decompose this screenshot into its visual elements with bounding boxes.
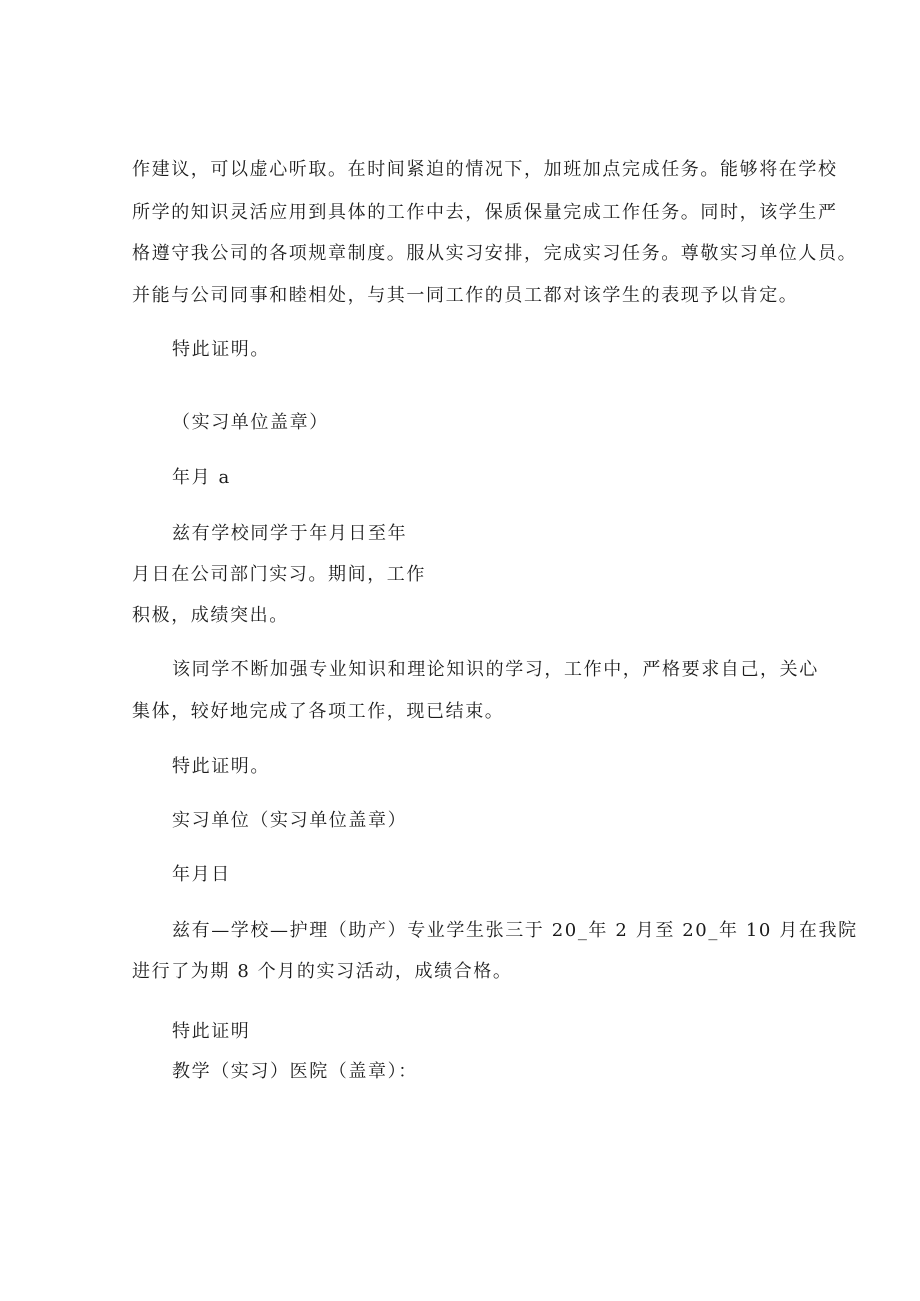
paragraph-1-line-3: 格遵守我公司的各项规章制度。服从实习安排，完成实习任务。尊敬实习单位人员。 bbox=[132, 243, 858, 264]
paragraph-4-line-1: 兹有—学校—护理（助产）专业学生张三于 20_年 2 月至 20_年 10 月在我院 bbox=[172, 920, 858, 941]
certification-text-1: 特此证明。 bbox=[172, 339, 270, 360]
paragraph-3-line-2: 集体，较好地完成了各项工作，现已结束。 bbox=[132, 701, 505, 722]
certification-text-2: 特此证明。 bbox=[172, 756, 270, 777]
paragraph-1-line-4: 并能与公司同事和睦相处，与其一同工作的员工都对该学生的表现予以肯定。 bbox=[132, 285, 799, 306]
internship-unit-stamp: 实习单位（实习单位盖章） bbox=[172, 810, 408, 831]
paragraph-2-line-2: 月日在公司部门实习。期间，工作 bbox=[132, 564, 426, 585]
certification-text-3: 特此证明 bbox=[172, 1021, 251, 1042]
date-line-2: 年月日 bbox=[172, 864, 231, 885]
hospital-stamp-line: 教学（实习）医院（盖章）： bbox=[172, 1061, 418, 1082]
paragraph-2-line-1: 兹有学校同学于年月日至年 bbox=[172, 523, 408, 544]
paragraph-2-line-3: 积极，成绩突出。 bbox=[132, 605, 289, 626]
paragraph-1-line-1: 作建议，可以虚心听取。在时间紧迫的情况下，加班加点完成任务。能够将在学校 bbox=[132, 159, 838, 180]
paragraph-1-line-2: 所学的知识灵活应用到具体的工作中去，保质保量完成工作任务。同时，该学生严 bbox=[132, 202, 838, 223]
paragraph-4-line-2: 进行了为期 8 个月的实习活动，成绩合格。 bbox=[132, 961, 513, 982]
date-line-1: 年月 a bbox=[172, 467, 231, 488]
paragraph-3-line-1: 该同学不断加强专业知识和理论知识的学习，工作中，严格要求自己，关心 bbox=[172, 659, 819, 680]
stamp-placeholder-1: （实习单位盖章） bbox=[172, 412, 329, 433]
